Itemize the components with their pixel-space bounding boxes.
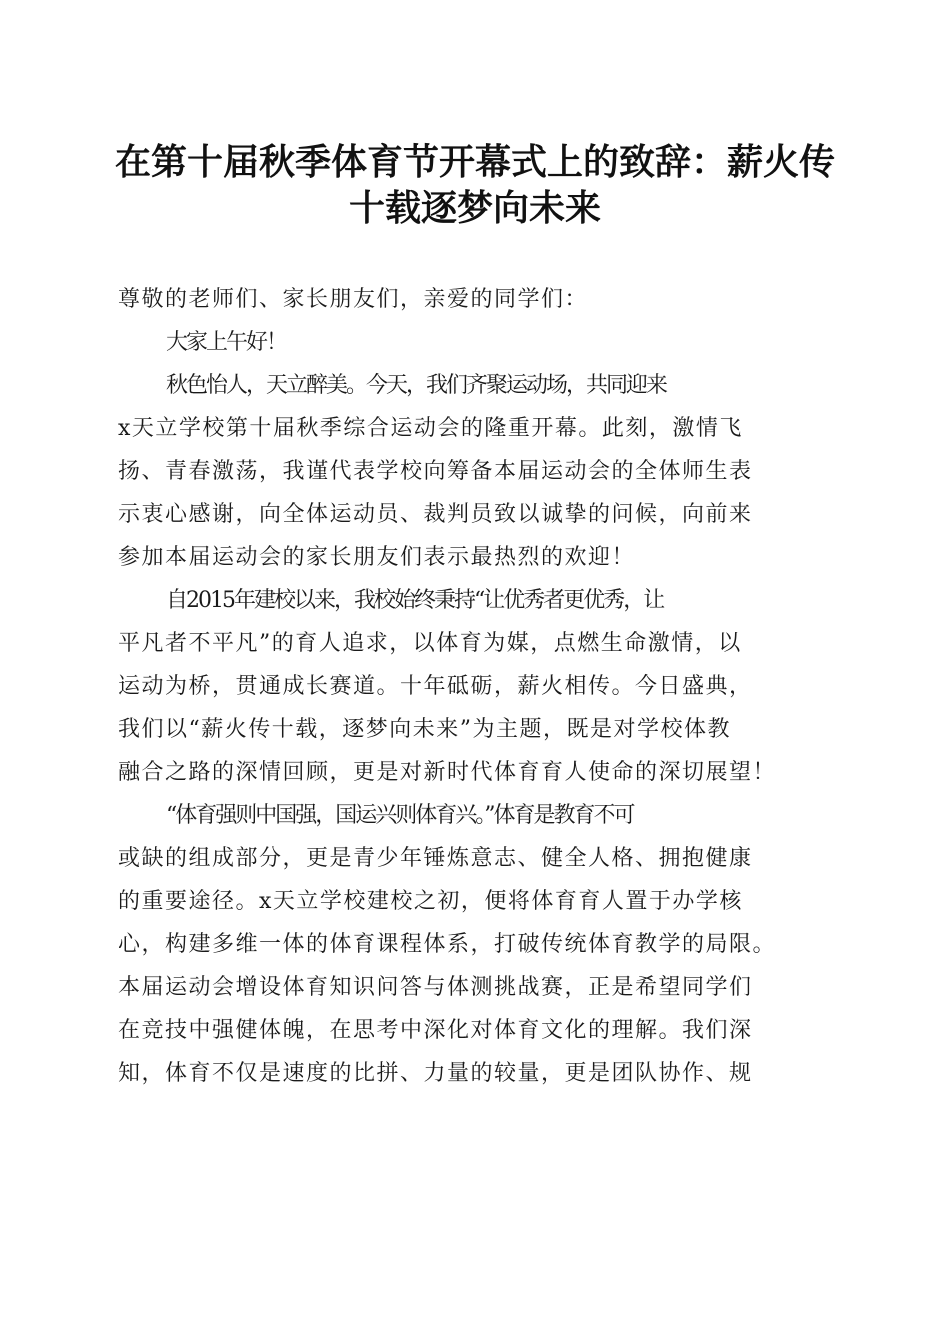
paragraph-line: 示衷心感谢，向全体运动员、裁判员致以诚挚的问候，向前来 bbox=[118, 502, 753, 527]
paragraph-line: 融合之路的深情回顾，更是对新时代体育育人使命的深切展望！ bbox=[118, 760, 777, 785]
paragraph-line: 参加本届运动会的家长朋友们表示最热烈的欢迎！ bbox=[118, 545, 636, 570]
paragraph-line: 在竞技中强健体魄，在思考中深化对体育文化的理解。我们深 bbox=[118, 1018, 753, 1043]
paragraph-line: 本届运动会增设体育知识问答与体测挑战赛，正是希望同学们 bbox=[118, 975, 753, 1000]
paragraph-line: 扬、青春激荡，我谨代表学校向筹备本届运动会的全体师生表 bbox=[118, 459, 753, 484]
salutation: 尊敬的老师们、家长朋友们，亲爱的同学们： bbox=[118, 287, 589, 312]
paragraph-line: 知，体育不仅是速度的比拼、力量的较量，更是团队协作、规 bbox=[118, 1061, 753, 1086]
paragraph-line: x天立学校第十届秋季综合运动会的隆重开幕。此刻，激情飞 bbox=[118, 416, 743, 441]
paragraph-line: 自2015年建校以来，我校始终秉持“让优秀者更优秀，让 bbox=[166, 588, 664, 613]
paragraph-line: 平凡者不平凡”的育人追求，以体育为媒，点燃生命激情，以 bbox=[118, 631, 742, 656]
title-line-1: 在第十届秋季体育节开幕式上的致辞：薪火传 bbox=[114, 141, 835, 183]
paragraph-line: 秋色怡人，天立醉美。今天，我们齐聚运动场，共同迎来 bbox=[166, 373, 667, 398]
greeting: 大家上午好！ bbox=[166, 330, 287, 355]
paragraph-line: “体育强则中国强，国运兴则体育兴。”体育是教育不可 bbox=[166, 803, 634, 828]
title-line-2: 十载逐梦向未来 bbox=[348, 187, 601, 229]
paragraph-line: 或缺的组成部分，更是青少年锤炼意志、健全人格、拥抱健康 bbox=[118, 846, 753, 871]
paragraph-line: 我们以“薪火传十载，逐梦向未来”为主题，既是对学校体教 bbox=[118, 717, 731, 742]
paragraph-line: 的重要途径。x天立学校建校之初，便将体育育人置于办学核 bbox=[118, 889, 743, 914]
paragraph-line: 运动为桥，贯通成长赛道。十年砥砺，薪火相传。今日盛典， bbox=[118, 674, 753, 699]
paragraph-line: 心，构建多维一体的体育课程体系，打破传统体育教学的局限。 bbox=[118, 932, 777, 957]
